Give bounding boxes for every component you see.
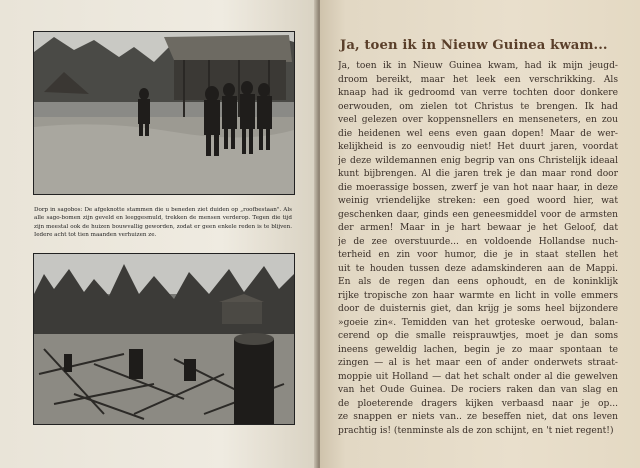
sago-forest-photo <box>33 253 295 425</box>
body-line: door de duisternis giet, dan krijg je soms heel bijzondere <box>338 304 618 314</box>
body-line: der armen! Maar in je hart bewaar je het Geloof, dat <box>338 223 618 233</box>
body-line: de ploeterende dragers kijken verbaasd naar je op... <box>338 398 618 409</box>
body-line: kelijkheid is zo eenvoudig niet! Het duurt jaren, voordat <box>338 142 618 152</box>
body-line: die moerassige bossen, zwerf je van hot naar haar, in deze <box>338 182 618 193</box>
body-line: van het Oude Guinea. De rociers raken dan van slag en <box>338 385 618 395</box>
body-line: moppie uit Holland — dat het schalt onder al die gewelven <box>338 371 618 382</box>
body-line: je de zee overstuurde... en voldoende Hollandse nuch- <box>338 236 618 247</box>
body-line: zingen — al is het maar een of ander onderwets straat- <box>338 358 618 368</box>
body-line: weinig vriendelijke streken: een goed woord hier, wat <box>338 196 618 206</box>
body-line: kunt bijbrengen. Al die jaren trek je dan maar rond door <box>338 169 618 179</box>
body-line: geschenken daar, ginds een geneesmiddel voor de armsten <box>338 209 618 220</box>
body-line: cerend op die smalle reisprauwtjes, moet je dan soms <box>338 331 618 341</box>
sago-forest-photo-image <box>34 254 294 424</box>
body-line: oerwouden, om zielen tot Christus te brengen. Ik had <box>338 101 618 112</box>
body-line: die heidenen wel eens even gaan dopen! Maar de wer- <box>338 128 618 139</box>
body-line: ze snappen er niets van.. ze beseffen niet, dat ons leven <box>338 412 618 422</box>
chapter-body-text <box>338 60 618 438</box>
left-page <box>0 0 318 468</box>
body-line: En als de regen dan eens ophoudt, en de koninklijk <box>338 277 618 287</box>
body-line: prachtig is! (tenminste als de zon schijnt, en 't niet regent!) <box>338 425 614 436</box>
body-line: »goeie zin«. Temidden van het groteske oerwoud, balan- <box>338 317 618 328</box>
chapter-heading: Ja, toen ik in Nieuw Guinea kwam... <box>340 38 608 53</box>
body-line: Ja, toen ik in Nieuw Guinea kwam, had ik mijn jeugd- <box>338 61 618 71</box>
body-line: terheid en zin voor humor, die je in staat stellen het <box>338 250 618 260</box>
body-line: veel gelezen over koppensnellers en menseneters, en zou <box>338 115 618 125</box>
photo-caption: Dorp in sagobos: De afgeknotte stammen die u beneden ziet duiden op „roofbestaan". Als alle sago-bomen zijn geveld en leeggesmuld, trekken de mensen verderop. Tegen die tijd zijn meestal ook de huizen bouwvallig geworden, zodat er geen enkele reden is te blijven. Iedere acht tot tien maanden verhuizen ze. <box>34 207 292 238</box>
village-photo-image <box>34 32 294 194</box>
body-line: ineens geweldig lachen, begin je zo maar spontaan te <box>338 344 618 355</box>
body-line: uit te houden tussen deze adamskinderen aan de Mappi. <box>338 263 618 274</box>
body-line: knaap had ik gedroomd van verre tochten door donkere <box>338 88 618 98</box>
body-line: rijke tropische zon haar warmte en licht in volle emmers <box>338 290 618 301</box>
village-photo <box>33 31 295 195</box>
body-line: je deze wildemannen enig begrip van ons Christelijk ideaal <box>338 155 618 166</box>
body-line: droom bereikt, maar het leek een verschrikking. Als <box>338 74 618 85</box>
